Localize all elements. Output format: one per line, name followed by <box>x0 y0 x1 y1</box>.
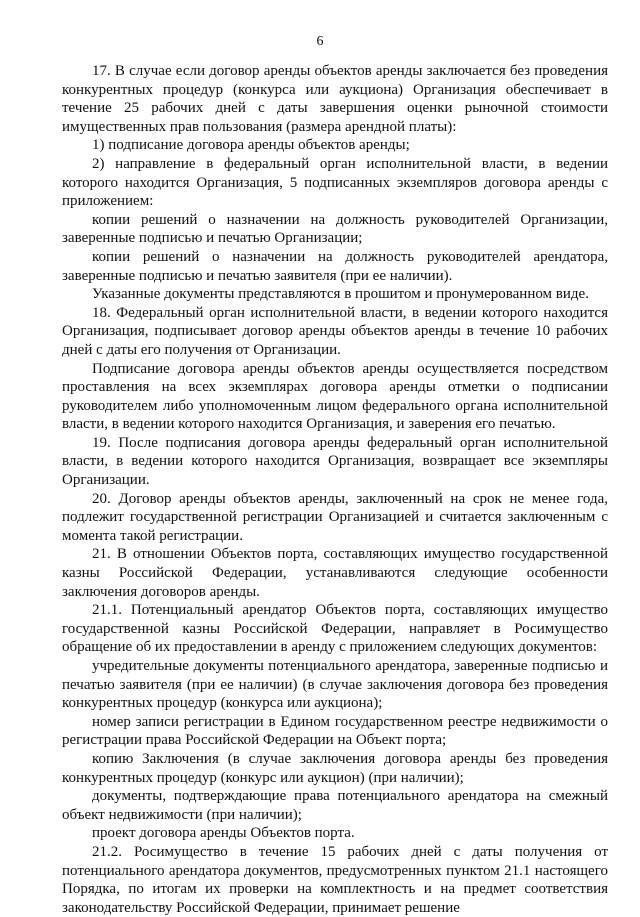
paragraph-21: 21. В отношении Объектов порта, составляющих имущество государственной казны Российской Федерации, устанавливаются следующие особенности заключения договоров аренды. <box>62 546 608 600</box>
paragraph-17: 17. В случае если договор аренды объектов аренды заключается без проведения конкурентных процедур (конкурса или аукциона) Организация обеспечивает в течение 25 рабочих дней с даты завершения оценки рыночной стоимости имущественных прав пользования (размера арендной платы): <box>62 63 608 135</box>
document-item-conclusion-copy: копию Заключения (в случае заключения договора аренды без проведения конкурентных процедур (конкурс или аукцион) (при наличии); <box>62 750 608 786</box>
paragraph-19: 19. После подписания договора аренды федеральный орган исполнительной власти, в ведении которого находится Организация, возвращает все экземпляры Организации. <box>62 434 608 489</box>
document-item-charter: учредительные документы потенциального арендатора, заверенные подписью и печатью заявителя (при ее наличии) (в случае заключения договора без проведения конкурентных процедур (конкурса или аукциона); <box>62 658 608 712</box>
paragraph-20: 20. Договор аренды объектов аренды, заключенный на срок не менее года, подлежит государственной регистрации Организацией и считается заключенным с момента такой регистрации. <box>62 490 608 544</box>
list-item-1: 1) подписание договора аренды объектов аренды; <box>92 137 410 154</box>
paragraph-signing: Подписание договора аренды объектов аренды осуществляется посредством проставления на всех экземплярах договора аренды отметки о подписании руководителем либо уполномоченным лицом федерального органа исполнительной власти, в ведении которого находится Организация, и заверения его печатью. <box>62 360 608 433</box>
document-item-registry-number: номер записи регистрации в Едином государственном реестре недвижимости о регистрации права Российской Федерации на Объект порта; <box>62 713 608 749</box>
paragraph-21-1: 21.1. Потенциальный арендатор Объектов порта, составляющих имущество государственной казны Российской Федерации, направляет в Росимущество обращение об их предоставлении в аренду с приложением следующих документов: <box>62 602 608 656</box>
page-number: 6 <box>316 34 324 49</box>
document-item-draft-contract: проект договора аренды Объектов порта. <box>92 825 355 842</box>
paragraph-18: 18. Федеральный орган исполнительной власти, в ведении которого находится Организация, подписывает договор аренды объектов аренды в течение 10 рабочих дней с даты его получения от Организации. <box>62 304 608 358</box>
list-item-2: 2) направление в федеральный орган исполнительной власти, в ведении которого находится Организация, 5 подписанных экземпляров договора аренды с приложением: <box>62 155 608 210</box>
attachment-item-org-decisions: копии решений о назначении на должность руководителей Организации, заверенные подписью и печатью Организации; <box>62 211 608 247</box>
document-body <box>62 62 608 917</box>
paragraph-21-2: 21.2. Росимущество в течение 15 рабочих дней с даты получения от потенциального арендатора документов, предусмотренных пунктом 21.1 настоящего Порядка, по итогам их проверки на комплектность и на предмет соответствия законодательству Российской Федерации, принимает решение <box>62 843 608 916</box>
attachment-item-tenant-decisions: копии решений о назначении на должность руководителей арендатора, заверенные подписью и печатью заявителя (при ее наличии). <box>62 248 608 284</box>
paragraph-documents-format: Указанные документы представляются в прошитом и пронумерованном виде. <box>92 286 589 303</box>
document-item-adjacent-rights: документы, подтверждающие права потенциального арендатора на смежный объект недвижимости (при наличии); <box>62 788 608 823</box>
